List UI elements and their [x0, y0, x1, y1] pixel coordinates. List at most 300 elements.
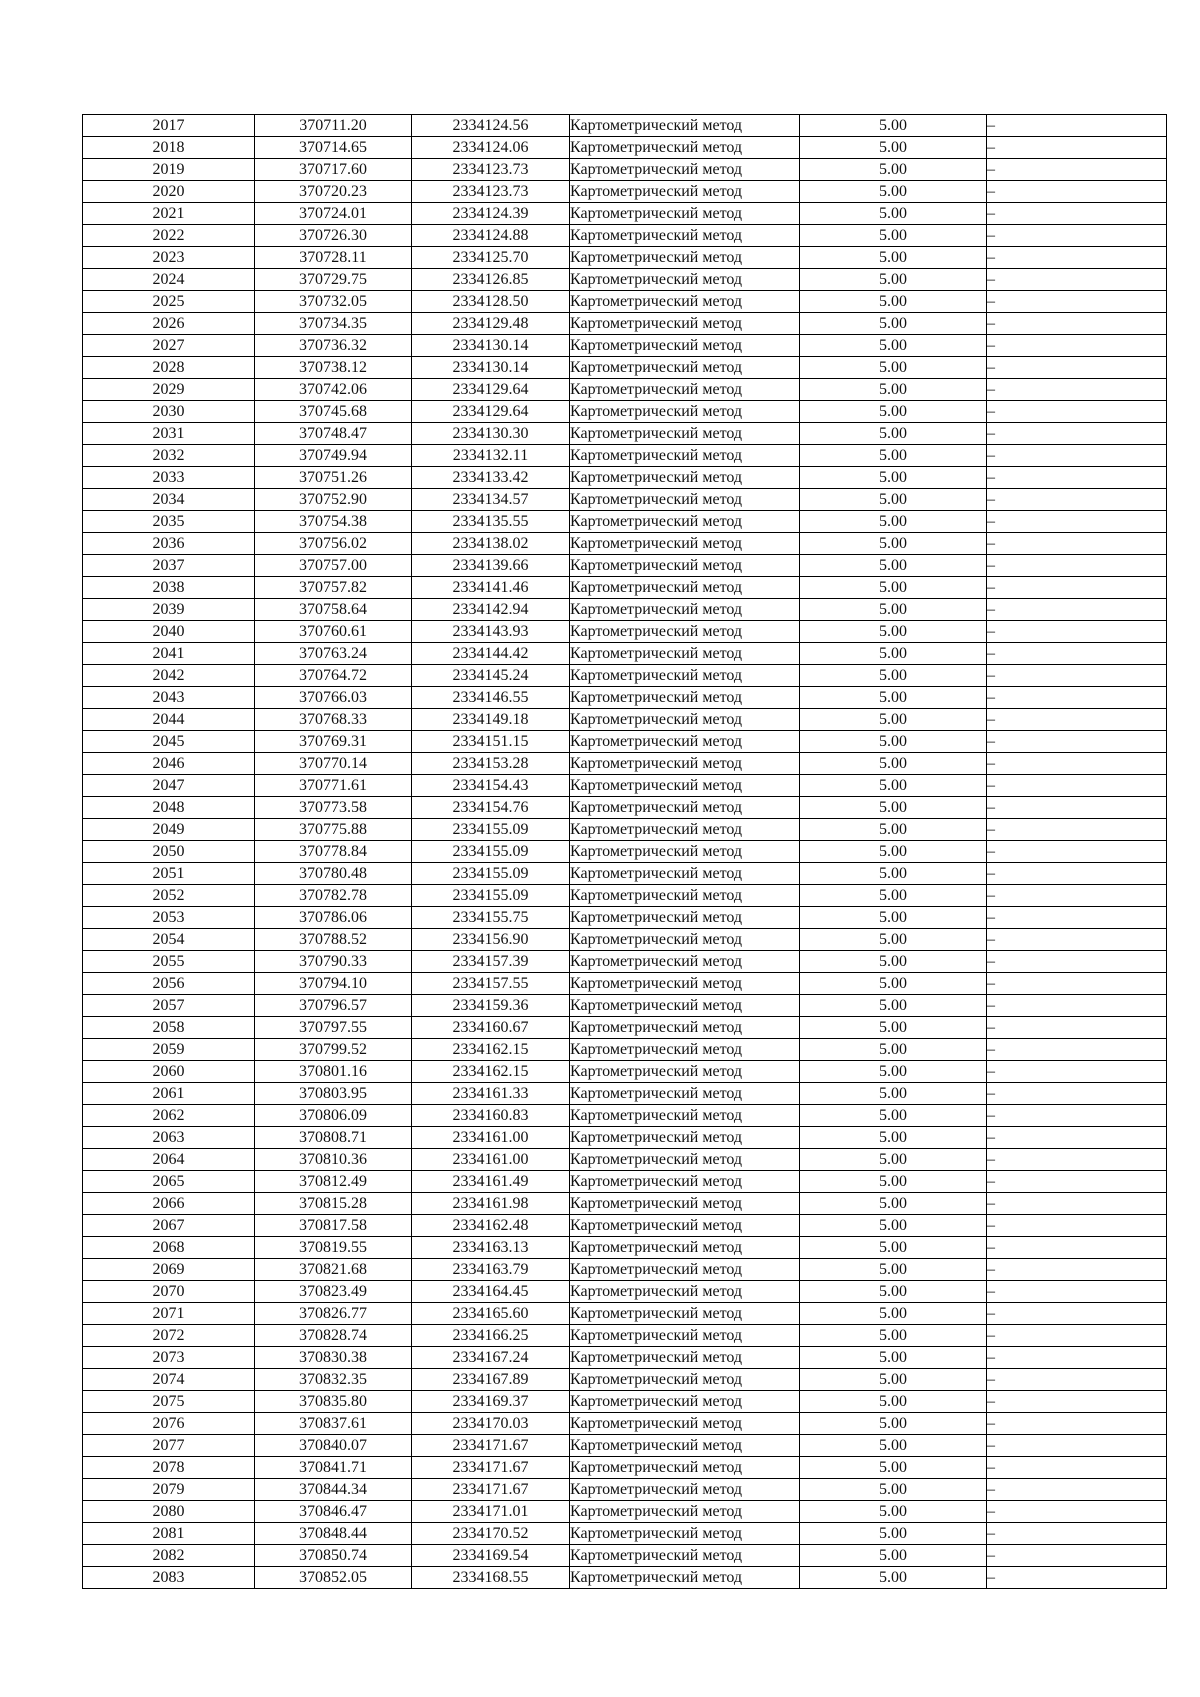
point-number-cell: 2047 [83, 775, 255, 797]
accuracy-cell: 5.00 [800, 885, 987, 907]
accuracy-cell: 5.00 [800, 1193, 987, 1215]
method-cell: Картометрический метод [570, 313, 800, 335]
accuracy-cell: 5.00 [800, 1479, 987, 1501]
accuracy-cell: 5.00 [800, 1567, 987, 1589]
table-row [83, 379, 1167, 401]
x-coordinate-cell: 370764.72 [255, 665, 412, 687]
table-row [83, 731, 1167, 753]
accuracy-cell: 5.00 [800, 203, 987, 225]
y-coordinate-cell: 2334155.09 [412, 819, 570, 841]
x-coordinate-cell: 370729.75 [255, 269, 412, 291]
method-cell: Картометрический метод [570, 1259, 800, 1281]
table-row [83, 797, 1167, 819]
method-cell: Картометрический метод [570, 1347, 800, 1369]
x-coordinate-cell: 370817.58 [255, 1215, 412, 1237]
description-cell: – [987, 621, 1167, 643]
x-coordinate-cell: 370732.05 [255, 291, 412, 313]
description-cell: – [987, 577, 1167, 599]
method-cell: Картометрический метод [570, 1523, 800, 1545]
point-number-cell: 2044 [83, 709, 255, 731]
accuracy-cell: 5.00 [800, 1369, 987, 1391]
accuracy-cell: 5.00 [800, 511, 987, 533]
method-cell: Картометрический метод [570, 203, 800, 225]
accuracy-cell: 5.00 [800, 1545, 987, 1567]
point-number-cell: 2072 [83, 1325, 255, 1347]
description-cell: – [987, 1259, 1167, 1281]
accuracy-cell: 5.00 [800, 1325, 987, 1347]
y-coordinate-cell: 2334134.57 [412, 489, 570, 511]
point-number-cell: 2023 [83, 247, 255, 269]
description-cell: – [987, 1413, 1167, 1435]
x-coordinate-cell: 370794.10 [255, 973, 412, 995]
method-cell: Картометрический метод [570, 1391, 800, 1413]
table-row [83, 1215, 1167, 1237]
accuracy-cell: 5.00 [800, 445, 987, 467]
y-coordinate-cell: 2334171.01 [412, 1501, 570, 1523]
accuracy-cell: 5.00 [800, 1237, 987, 1259]
point-number-cell: 2064 [83, 1149, 255, 1171]
y-coordinate-cell: 2334171.67 [412, 1479, 570, 1501]
accuracy-cell: 5.00 [800, 929, 987, 951]
point-number-cell: 2073 [83, 1347, 255, 1369]
x-coordinate-cell: 370757.00 [255, 555, 412, 577]
y-coordinate-cell: 2334162.48 [412, 1215, 570, 1237]
accuracy-cell: 5.00 [800, 1017, 987, 1039]
x-coordinate-cell: 370734.35 [255, 313, 412, 335]
point-number-cell: 2069 [83, 1259, 255, 1281]
table-row [83, 137, 1167, 159]
table-row [83, 885, 1167, 907]
description-cell: – [987, 709, 1167, 731]
x-coordinate-cell: 370769.31 [255, 731, 412, 753]
method-cell: Картометрический метод [570, 599, 800, 621]
method-cell: Картометрический метод [570, 181, 800, 203]
method-cell: Картометрический метод [570, 489, 800, 511]
table-row [83, 577, 1167, 599]
y-coordinate-cell: 2334125.70 [412, 247, 570, 269]
table-row [83, 1413, 1167, 1435]
table-row [83, 753, 1167, 775]
method-cell: Картометрический метод [570, 863, 800, 885]
y-coordinate-cell: 2334123.73 [412, 181, 570, 203]
point-number-cell: 2021 [83, 203, 255, 225]
point-number-cell: 2079 [83, 1479, 255, 1501]
method-cell: Картометрический метод [570, 1039, 800, 1061]
y-coordinate-cell: 2334124.39 [412, 203, 570, 225]
method-cell: Картометрический метод [570, 159, 800, 181]
table-row [83, 335, 1167, 357]
table-row [83, 709, 1167, 731]
accuracy-cell: 5.00 [800, 1281, 987, 1303]
table-row [83, 115, 1167, 137]
point-number-cell: 2034 [83, 489, 255, 511]
y-coordinate-cell: 2334171.67 [412, 1457, 570, 1479]
point-number-cell: 2081 [83, 1523, 255, 1545]
accuracy-cell: 5.00 [800, 643, 987, 665]
table-row [83, 423, 1167, 445]
x-coordinate-cell: 370788.52 [255, 929, 412, 951]
method-cell: Картометрический метод [570, 225, 800, 247]
description-cell: – [987, 181, 1167, 203]
x-coordinate-cell: 370832.35 [255, 1369, 412, 1391]
method-cell: Картометрический метод [570, 137, 800, 159]
method-cell: Картометрический метод [570, 379, 800, 401]
x-coordinate-cell: 370728.11 [255, 247, 412, 269]
x-coordinate-cell: 370763.24 [255, 643, 412, 665]
point-number-cell: 2071 [83, 1303, 255, 1325]
y-coordinate-cell: 2334157.39 [412, 951, 570, 973]
table-row [83, 1237, 1167, 1259]
description-cell: – [987, 885, 1167, 907]
x-coordinate-cell: 370786.06 [255, 907, 412, 929]
accuracy-cell: 5.00 [800, 1149, 987, 1171]
description-cell: – [987, 291, 1167, 313]
table-row [83, 291, 1167, 313]
y-coordinate-cell: 2334126.85 [412, 269, 570, 291]
x-coordinate-cell: 370766.03 [255, 687, 412, 709]
y-coordinate-cell: 2334124.88 [412, 225, 570, 247]
description-cell: – [987, 533, 1167, 555]
point-number-cell: 2059 [83, 1039, 255, 1061]
accuracy-cell: 5.00 [800, 753, 987, 775]
method-cell: Картометрический метод [570, 1127, 800, 1149]
method-cell: Картометрический метод [570, 269, 800, 291]
description-cell: – [987, 753, 1167, 775]
description-cell: – [987, 863, 1167, 885]
point-number-cell: 2065 [83, 1171, 255, 1193]
y-coordinate-cell: 2334163.79 [412, 1259, 570, 1281]
accuracy-cell: 5.00 [800, 269, 987, 291]
y-coordinate-cell: 2334129.64 [412, 401, 570, 423]
y-coordinate-cell: 2334151.15 [412, 731, 570, 753]
y-coordinate-cell: 2334157.55 [412, 973, 570, 995]
point-number-cell: 2066 [83, 1193, 255, 1215]
description-cell: – [987, 1127, 1167, 1149]
description-cell: – [987, 379, 1167, 401]
point-number-cell: 2051 [83, 863, 255, 885]
method-cell: Картометрический метод [570, 665, 800, 687]
method-cell: Картометрический метод [570, 555, 800, 577]
accuracy-cell: 5.00 [800, 533, 987, 555]
y-coordinate-cell: 2334169.37 [412, 1391, 570, 1413]
method-cell: Картометрический метод [570, 1479, 800, 1501]
description-cell: – [987, 1171, 1167, 1193]
table-row [83, 1127, 1167, 1149]
coordinates-table [82, 114, 1167, 1589]
accuracy-cell: 5.00 [800, 731, 987, 753]
table-row [83, 1083, 1167, 1105]
point-number-cell: 2037 [83, 555, 255, 577]
table-row [83, 225, 1167, 247]
table-row [83, 1325, 1167, 1347]
table-row [83, 1039, 1167, 1061]
method-cell: Картометрический метод [570, 1369, 800, 1391]
x-coordinate-cell: 370714.65 [255, 137, 412, 159]
method-cell: Картометрический метод [570, 1501, 800, 1523]
accuracy-cell: 5.00 [800, 709, 987, 731]
x-coordinate-cell: 370846.47 [255, 1501, 412, 1523]
accuracy-cell: 5.00 [800, 863, 987, 885]
x-coordinate-cell: 370745.68 [255, 401, 412, 423]
method-cell: Картометрический метод [570, 577, 800, 599]
point-number-cell: 2058 [83, 1017, 255, 1039]
table-row [83, 533, 1167, 555]
x-coordinate-cell: 370756.02 [255, 533, 412, 555]
y-coordinate-cell: 2334166.25 [412, 1325, 570, 1347]
table-row [83, 1523, 1167, 1545]
description-cell: – [987, 511, 1167, 533]
point-number-cell: 2030 [83, 401, 255, 423]
accuracy-cell: 5.00 [800, 159, 987, 181]
table-row [83, 1545, 1167, 1567]
y-coordinate-cell: 2334130.14 [412, 357, 570, 379]
accuracy-cell: 5.00 [800, 1303, 987, 1325]
y-coordinate-cell: 2334165.60 [412, 1303, 570, 1325]
description-cell: – [987, 687, 1167, 709]
point-number-cell: 2045 [83, 731, 255, 753]
table-row [83, 511, 1167, 533]
method-cell: Картометрический метод [570, 445, 800, 467]
point-number-cell: 2074 [83, 1369, 255, 1391]
table-row [83, 973, 1167, 995]
method-cell: Картометрический метод [570, 335, 800, 357]
accuracy-cell: 5.00 [800, 137, 987, 159]
y-coordinate-cell: 2334154.43 [412, 775, 570, 797]
table-row [83, 995, 1167, 1017]
x-coordinate-cell: 370830.38 [255, 1347, 412, 1369]
point-number-cell: 2022 [83, 225, 255, 247]
x-coordinate-cell: 370760.61 [255, 621, 412, 643]
point-number-cell: 2054 [83, 929, 255, 951]
method-cell: Картометрический метод [570, 357, 800, 379]
method-cell: Картометрический метод [570, 1237, 800, 1259]
method-cell: Картометрический метод [570, 753, 800, 775]
point-number-cell: 2042 [83, 665, 255, 687]
description-cell: – [987, 137, 1167, 159]
accuracy-cell: 5.00 [800, 115, 987, 137]
method-cell: Картометрический метод [570, 1083, 800, 1105]
point-number-cell: 2026 [83, 313, 255, 335]
point-number-cell: 2082 [83, 1545, 255, 1567]
y-coordinate-cell: 2334144.42 [412, 643, 570, 665]
table-row [83, 467, 1167, 489]
description-cell: – [987, 731, 1167, 753]
accuracy-cell: 5.00 [800, 489, 987, 511]
method-cell: Картометрический метод [570, 731, 800, 753]
y-coordinate-cell: 2334161.98 [412, 1193, 570, 1215]
accuracy-cell: 5.00 [800, 951, 987, 973]
method-cell: Картометрический метод [570, 1435, 800, 1457]
table-row [83, 1391, 1167, 1413]
method-cell: Картометрический метод [570, 973, 800, 995]
accuracy-cell: 5.00 [800, 1259, 987, 1281]
method-cell: Картометрический метод [570, 1105, 800, 1127]
x-coordinate-cell: 370752.90 [255, 489, 412, 511]
accuracy-cell: 5.00 [800, 467, 987, 489]
method-cell: Картометрический метод [570, 1325, 800, 1347]
description-cell: – [987, 335, 1167, 357]
point-number-cell: 2063 [83, 1127, 255, 1149]
x-coordinate-cell: 370819.55 [255, 1237, 412, 1259]
point-number-cell: 2068 [83, 1237, 255, 1259]
x-coordinate-cell: 370720.23 [255, 181, 412, 203]
point-number-cell: 2032 [83, 445, 255, 467]
method-cell: Картометрический метод [570, 885, 800, 907]
table-row [83, 643, 1167, 665]
point-number-cell: 2083 [83, 1567, 255, 1589]
description-cell: – [987, 489, 1167, 511]
x-coordinate-cell: 370780.48 [255, 863, 412, 885]
point-number-cell: 2070 [83, 1281, 255, 1303]
point-number-cell: 2040 [83, 621, 255, 643]
table-row [83, 1303, 1167, 1325]
x-coordinate-cell: 370790.33 [255, 951, 412, 973]
y-coordinate-cell: 2334145.24 [412, 665, 570, 687]
method-cell: Картометрический метод [570, 1149, 800, 1171]
table-row [83, 445, 1167, 467]
table-row [83, 907, 1167, 929]
description-cell: – [987, 643, 1167, 665]
description-cell: – [987, 775, 1167, 797]
accuracy-cell: 5.00 [800, 841, 987, 863]
table-row [83, 489, 1167, 511]
point-number-cell: 2075 [83, 1391, 255, 1413]
x-coordinate-cell: 370797.55 [255, 1017, 412, 1039]
table-row [83, 313, 1167, 335]
y-coordinate-cell: 2334164.45 [412, 1281, 570, 1303]
method-cell: Картометрический метод [570, 291, 800, 313]
y-coordinate-cell: 2334130.30 [412, 423, 570, 445]
accuracy-cell: 5.00 [800, 1105, 987, 1127]
accuracy-cell: 5.00 [800, 1083, 987, 1105]
y-coordinate-cell: 2334149.18 [412, 709, 570, 731]
x-coordinate-cell: 370796.57 [255, 995, 412, 1017]
x-coordinate-cell: 370848.44 [255, 1523, 412, 1545]
y-coordinate-cell: 2334162.15 [412, 1061, 570, 1083]
description-cell: – [987, 995, 1167, 1017]
description-cell: – [987, 1017, 1167, 1039]
table-row [83, 1457, 1167, 1479]
description-cell: – [987, 1237, 1167, 1259]
y-coordinate-cell: 2334162.15 [412, 1039, 570, 1061]
method-cell: Картометрический метод [570, 1567, 800, 1589]
y-coordinate-cell: 2334160.83 [412, 1105, 570, 1127]
method-cell: Картометрический метод [570, 819, 800, 841]
y-coordinate-cell: 2334161.00 [412, 1127, 570, 1149]
method-cell: Картометрический метод [570, 1193, 800, 1215]
description-cell: – [987, 423, 1167, 445]
method-cell: Картометрический метод [570, 115, 800, 137]
method-cell: Картометрический метод [570, 1017, 800, 1039]
accuracy-cell: 5.00 [800, 1435, 987, 1457]
x-coordinate-cell: 370771.61 [255, 775, 412, 797]
x-coordinate-cell: 370738.12 [255, 357, 412, 379]
description-cell: – [987, 467, 1167, 489]
x-coordinate-cell: 370749.94 [255, 445, 412, 467]
y-coordinate-cell: 2334133.42 [412, 467, 570, 489]
x-coordinate-cell: 370726.30 [255, 225, 412, 247]
point-number-cell: 2060 [83, 1061, 255, 1083]
description-cell: – [987, 599, 1167, 621]
point-number-cell: 2043 [83, 687, 255, 709]
description-cell: – [987, 1347, 1167, 1369]
x-coordinate-cell: 370742.06 [255, 379, 412, 401]
y-coordinate-cell: 2334155.09 [412, 841, 570, 863]
x-coordinate-cell: 370736.32 [255, 335, 412, 357]
table-row [83, 203, 1167, 225]
accuracy-cell: 5.00 [800, 1391, 987, 1413]
method-cell: Картометрический метод [570, 1061, 800, 1083]
description-cell: – [987, 1039, 1167, 1061]
accuracy-cell: 5.00 [800, 247, 987, 269]
point-number-cell: 2017 [83, 115, 255, 137]
y-coordinate-cell: 2334171.67 [412, 1435, 570, 1457]
point-number-cell: 2077 [83, 1435, 255, 1457]
method-cell: Картометрический метод [570, 1171, 800, 1193]
accuracy-cell: 5.00 [800, 1215, 987, 1237]
point-number-cell: 2024 [83, 269, 255, 291]
accuracy-cell: 5.00 [800, 225, 987, 247]
point-number-cell: 2036 [83, 533, 255, 555]
y-coordinate-cell: 2334123.73 [412, 159, 570, 181]
description-cell: – [987, 1435, 1167, 1457]
point-number-cell: 2019 [83, 159, 255, 181]
y-coordinate-cell: 2334161.49 [412, 1171, 570, 1193]
accuracy-cell: 5.00 [800, 401, 987, 423]
point-number-cell: 2055 [83, 951, 255, 973]
table-row [83, 1347, 1167, 1369]
description-cell: – [987, 1501, 1167, 1523]
description-cell: – [987, 841, 1167, 863]
table-row [83, 621, 1167, 643]
point-number-cell: 2038 [83, 577, 255, 599]
description-cell: – [987, 1523, 1167, 1545]
table-row [83, 1567, 1167, 1589]
x-coordinate-cell: 370773.58 [255, 797, 412, 819]
y-coordinate-cell: 2334130.14 [412, 335, 570, 357]
method-cell: Картометрический метод [570, 247, 800, 269]
x-coordinate-cell: 370806.09 [255, 1105, 412, 1127]
accuracy-cell: 5.00 [800, 599, 987, 621]
x-coordinate-cell: 370850.74 [255, 1545, 412, 1567]
y-coordinate-cell: 2334141.46 [412, 577, 570, 599]
x-coordinate-cell: 370799.52 [255, 1039, 412, 1061]
x-coordinate-cell: 370748.47 [255, 423, 412, 445]
y-coordinate-cell: 2334132.11 [412, 445, 570, 467]
method-cell: Картометрический метод [570, 1303, 800, 1325]
table-row [83, 1171, 1167, 1193]
point-number-cell: 2046 [83, 753, 255, 775]
description-cell: – [987, 797, 1167, 819]
point-number-cell: 2078 [83, 1457, 255, 1479]
y-coordinate-cell: 2334155.75 [412, 907, 570, 929]
x-coordinate-cell: 370808.71 [255, 1127, 412, 1149]
method-cell: Картометрический метод [570, 511, 800, 533]
point-number-cell: 2050 [83, 841, 255, 863]
accuracy-cell: 5.00 [800, 973, 987, 995]
point-number-cell: 2025 [83, 291, 255, 313]
description-cell: – [987, 1061, 1167, 1083]
x-coordinate-cell: 370826.77 [255, 1303, 412, 1325]
y-coordinate-cell: 2334161.00 [412, 1149, 570, 1171]
x-coordinate-cell: 370815.28 [255, 1193, 412, 1215]
accuracy-cell: 5.00 [800, 797, 987, 819]
x-coordinate-cell: 370840.07 [255, 1435, 412, 1457]
table-row [83, 951, 1167, 973]
x-coordinate-cell: 370724.01 [255, 203, 412, 225]
y-coordinate-cell: 2334143.93 [412, 621, 570, 643]
point-number-cell: 2031 [83, 423, 255, 445]
